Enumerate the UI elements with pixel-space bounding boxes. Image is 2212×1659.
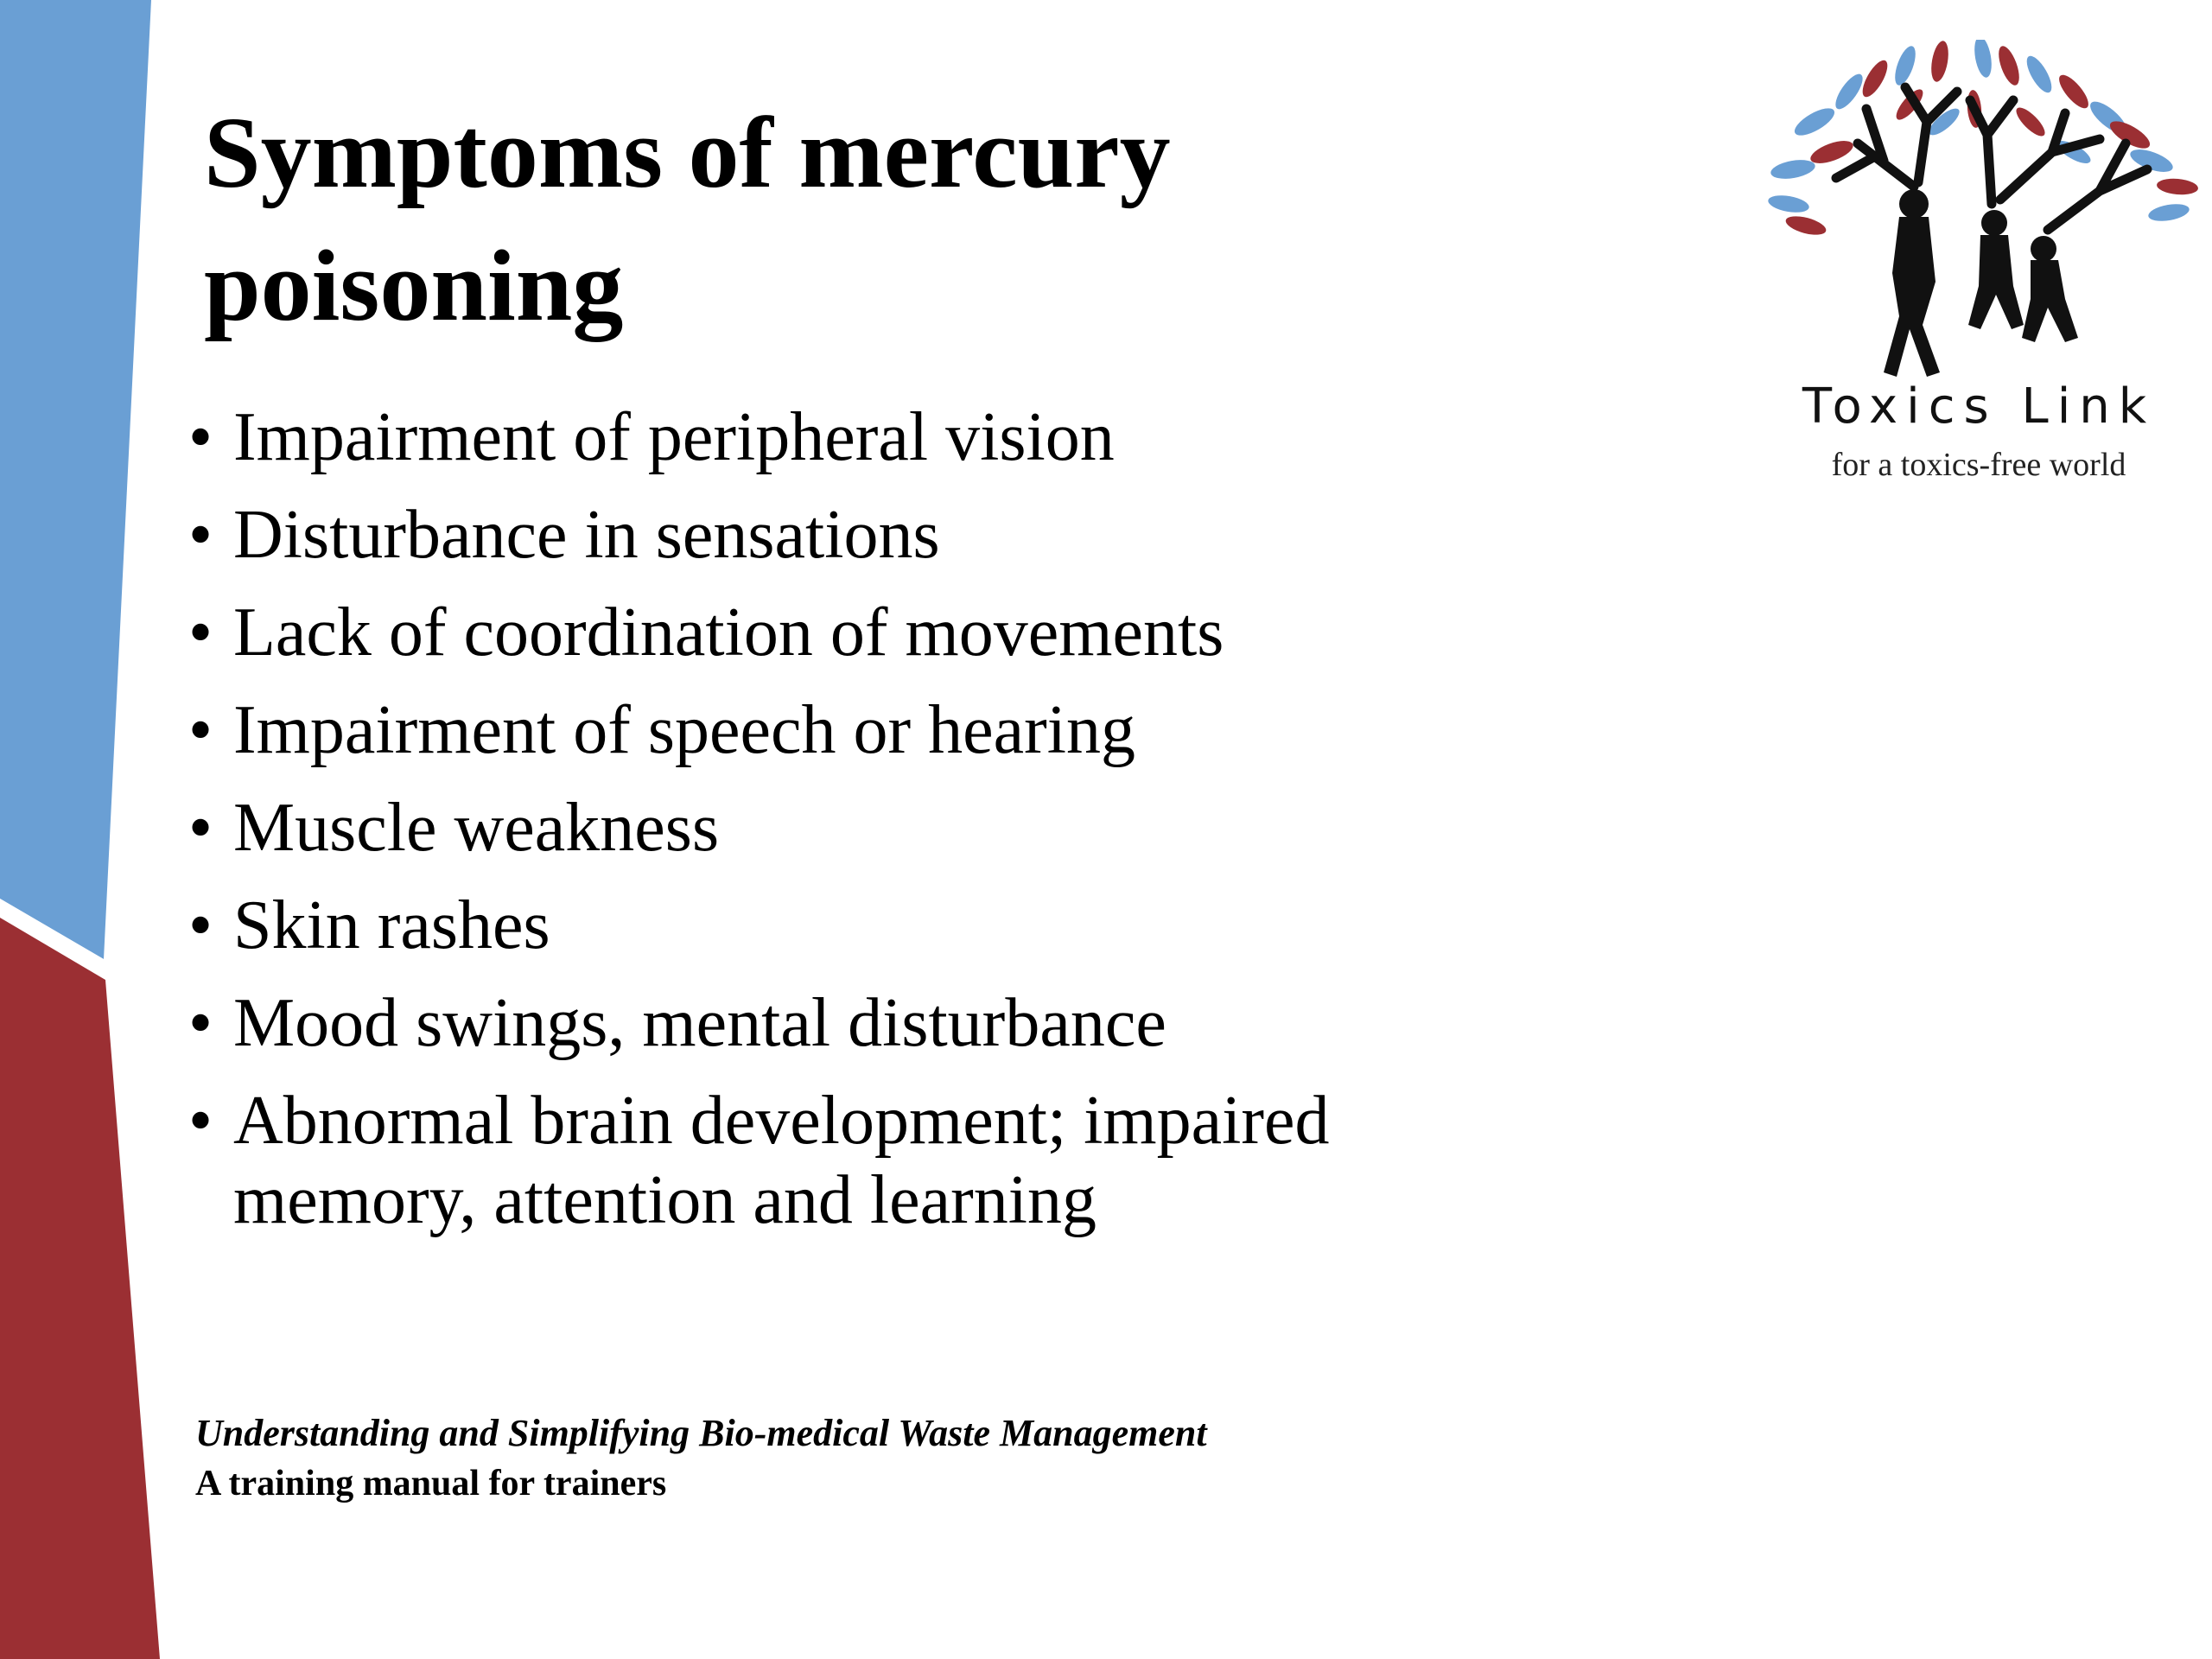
- footer: [195, 1408, 1664, 1509]
- slide-title: Symptoms of mercury poisoning: [204, 96, 1171, 342]
- list-item-text: Impairment of speech or hearing: [233, 692, 1136, 768]
- red-side-band: [0, 918, 160, 1659]
- blue-side-band: [0, 0, 151, 959]
- bullet-icon: •: [188, 790, 213, 866]
- list-item-text: Muscle weakness: [233, 790, 720, 866]
- footer-title: Understanding and Simplifying Bio-medical Waste Management: [195, 1412, 1207, 1454]
- bullet-icon: •: [188, 399, 213, 475]
- toxics-link-logo: [1754, 40, 2203, 506]
- list-item: [188, 690, 1536, 770]
- list-item-text: Skin rashes: [233, 887, 550, 963]
- bullet-icon: •: [188, 497, 213, 573]
- bullet-icon: •: [188, 887, 213, 963]
- bullet-icon: •: [188, 1083, 213, 1159]
- bullet-icon: •: [188, 692, 213, 768]
- list-item-text: Impairment of peripheral vision: [233, 399, 1115, 475]
- list-item: [188, 495, 1536, 575]
- bullet-icon: •: [188, 985, 213, 1061]
- list-item: [188, 788, 1536, 868]
- logo-name: Toxics Link: [1802, 378, 2156, 435]
- bullet-icon: •: [188, 594, 213, 671]
- logo-tagline: for a toxics-free world: [1831, 447, 2126, 483]
- list-item: [188, 397, 1536, 477]
- list-item-text: Mood swings, mental disturbance: [233, 985, 1166, 1061]
- list-item-text: Abnormal brain development; impaired memory, attention and learning: [233, 1083, 1330, 1238]
- list-item: [188, 1081, 1536, 1240]
- list-item: [188, 593, 1536, 672]
- side-decoration: [0, 0, 173, 1659]
- list-item: [188, 886, 1536, 965]
- list-item-text: Disturbance in sensations: [233, 497, 940, 573]
- list-item-text: Lack of coordination of movements: [233, 594, 1224, 671]
- footer-subtitle: A training manual for trainers: [195, 1464, 667, 1503]
- list-item: [188, 983, 1536, 1063]
- tree-with-people-icon: [1754, 40, 2203, 385]
- symptoms-list: [188, 397, 1536, 1258]
